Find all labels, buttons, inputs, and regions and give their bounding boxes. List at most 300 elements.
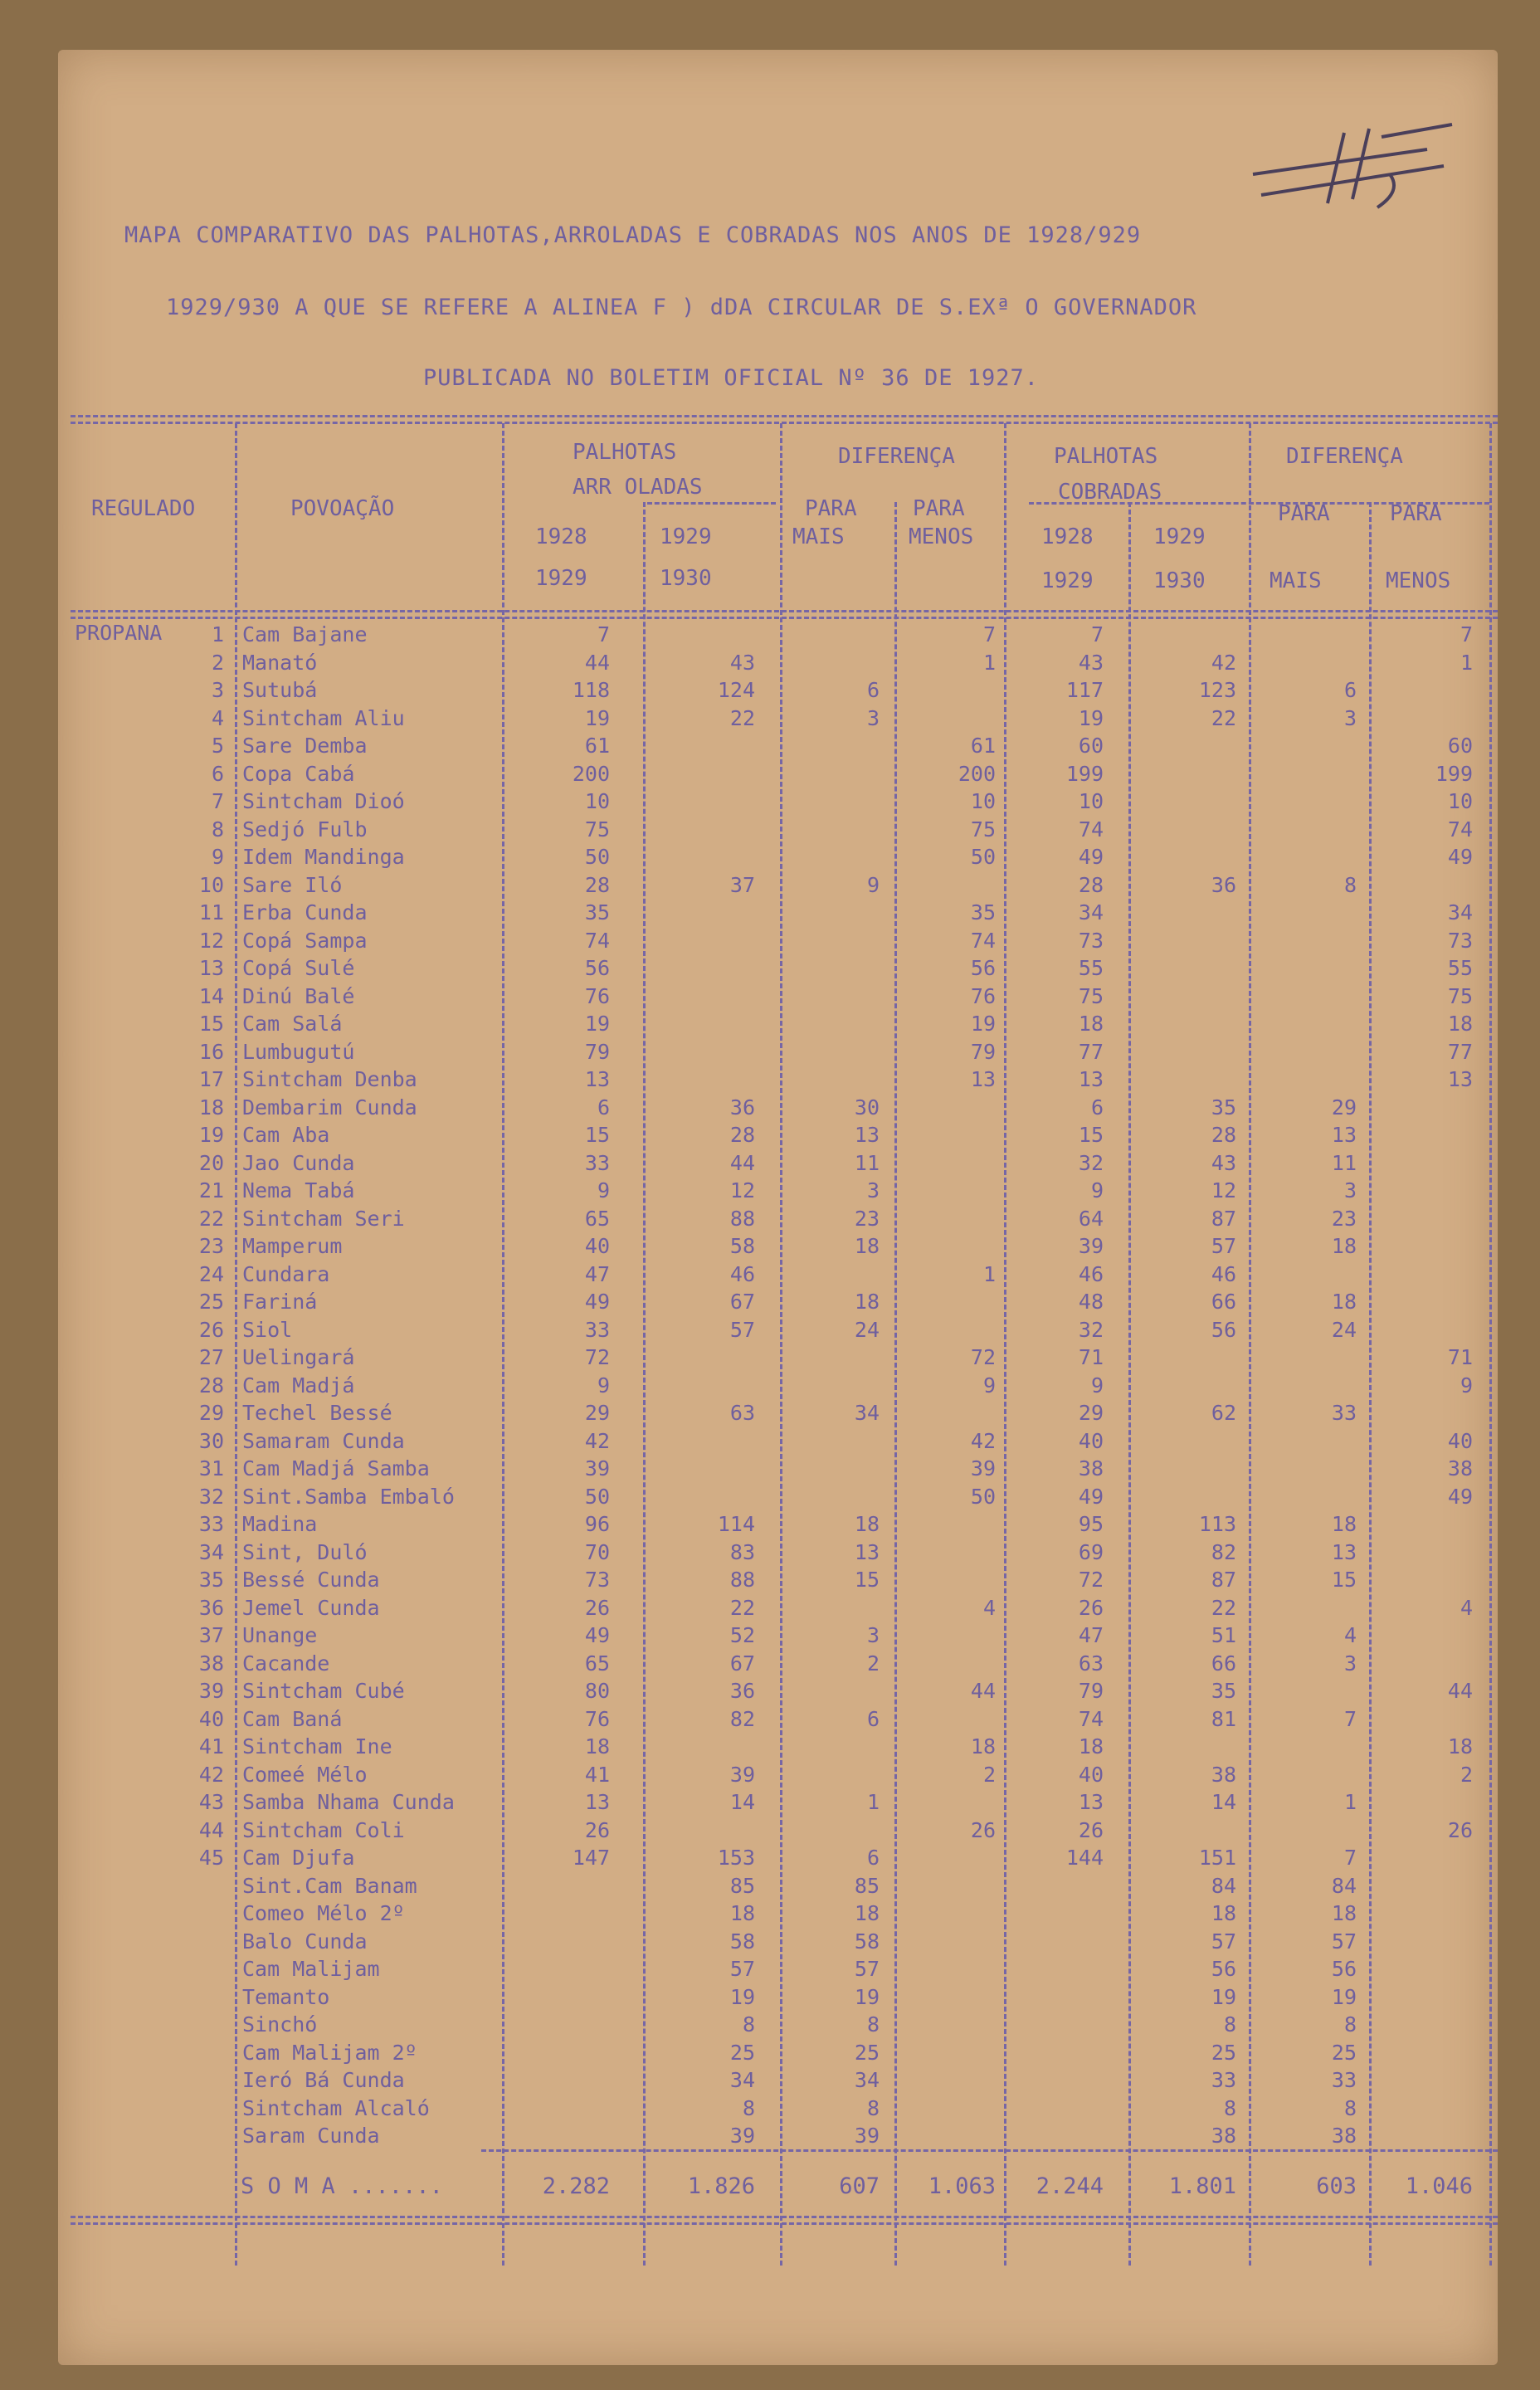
cob-mais: 7 (1343, 1846, 1357, 1870)
cob-mais: 25 (1331, 2040, 1357, 2065)
arr-menos: 75 (970, 817, 996, 841)
cob-1928: 13 (1078, 1067, 1104, 1091)
povoacao: Sare Demba (242, 734, 368, 758)
arr-menos: 72 (970, 1345, 996, 1369)
arr-1928: 49 (584, 1623, 610, 1647)
cob-1928: 72 (1078, 1568, 1104, 1592)
table-row (0, 1539, 1540, 1566)
cob-1928: 29 (1078, 1401, 1104, 1425)
cob-menos: 26 (1447, 1817, 1473, 1842)
povoacao: Sintcham Dioó (242, 789, 405, 813)
table-top-rule-2 (71, 422, 1498, 424)
cob-mais: 3 (1343, 1178, 1357, 1202)
cob-1928: 10 (1078, 789, 1104, 813)
table-row (0, 1344, 1540, 1371)
cob-mais: 57 (1331, 1929, 1357, 1953)
table-row (0, 1928, 1540, 1955)
cob-1929: 62 (1211, 1401, 1236, 1425)
row-number: 9 (211, 845, 224, 869)
arr-1929: 25 (729, 2040, 755, 2065)
povoacao: Copá Sampa (242, 928, 368, 953)
povoacao: Unange (242, 1623, 318, 1647)
header-1929-c: 1929 (1041, 568, 1094, 593)
povoacao: Sintcham Seri (242, 1206, 405, 1231)
signature-scribble (1245, 116, 1460, 216)
row-number: 7 (211, 789, 224, 813)
arr-1928: 7 (597, 622, 610, 646)
table-row (0, 1372, 1540, 1399)
table-row (0, 705, 1540, 732)
arr-1928: 42 (584, 1428, 610, 1453)
cob-menos: 38 (1447, 1456, 1473, 1480)
arr-1928: 13 (584, 1790, 610, 1814)
row-number: 3 (211, 678, 224, 702)
cob-1928: 40 (1078, 1428, 1104, 1453)
arr-1929: 37 (729, 872, 755, 897)
table-row (0, 1650, 1540, 1677)
table-row (0, 1149, 1540, 1177)
cob-1928: 7 (1090, 622, 1104, 646)
cob-mais: 4 (1343, 1623, 1357, 1647)
arr-menos: 56 (970, 956, 996, 980)
cob-1928: 18 (1078, 1734, 1104, 1758)
cob-menos: 199 (1435, 761, 1473, 786)
table-row (0, 2039, 1540, 2066)
cob-mais: 84 (1331, 1873, 1357, 1898)
cob-menos: 73 (1447, 928, 1473, 953)
arr-mais: 57 (854, 1957, 880, 1981)
arr-1929: 82 (729, 1706, 755, 1731)
cob-1929: 35 (1211, 1679, 1236, 1703)
povoacao: Mamperum (242, 1234, 343, 1258)
arr-1929: 124 (717, 678, 755, 702)
povoacao: Cam Salá (242, 1012, 343, 1036)
cob-1929: 36 (1211, 872, 1236, 897)
arr-menos: 42 (970, 1428, 996, 1453)
arr-1929: 36 (729, 1679, 755, 1703)
row-number: 19 (198, 1123, 224, 1147)
title-line-2: 1929/930 A QUE SE REFERE A ALINEA F ) dDA CIRCULAR DE S.EXª O GOVERNADOR (166, 295, 1197, 320)
total-arr-1929: 1.826 (687, 2173, 755, 2199)
cob-1928: 34 (1078, 900, 1104, 924)
povoacao: Cam Djufa (242, 1846, 355, 1870)
arr-1929: 83 (729, 1539, 755, 1564)
cob-1929: 113 (1198, 1512, 1236, 1536)
arr-1928: 41 (584, 1762, 610, 1787)
row-number: 44 (198, 1817, 224, 1842)
cob-1929: 56 (1211, 1317, 1236, 1342)
table-row (0, 1121, 1540, 1149)
cob-mais: 7 (1343, 1706, 1357, 1731)
povoacao: Sint.Samba Embaló (242, 1484, 455, 1509)
arr-menos: 79 (970, 1039, 996, 1064)
povoacao: Sutubá (242, 678, 318, 702)
arr-1928: 26 (584, 1817, 610, 1842)
arr-mais: 19 (854, 1984, 880, 2009)
cob-1929: 46 (1211, 1261, 1236, 1286)
table-row (0, 788, 1540, 815)
povoacao: Copa Cabá (242, 761, 355, 786)
povoacao: Cam Malijam 2º (242, 2040, 417, 2065)
povoacao: Jemel Cunda (242, 1595, 380, 1620)
row-number: 23 (198, 1234, 224, 1258)
cob-1929: 38 (1211, 2124, 1236, 2148)
arr-mais: 18 (854, 1290, 880, 1314)
arr-mais: 1 (866, 1790, 880, 1814)
cob-menos: 71 (1447, 1345, 1473, 1369)
arr-1929: 57 (729, 1957, 755, 1981)
row-number: 15 (198, 1012, 224, 1036)
header-bottom-rule-2 (71, 617, 1498, 619)
row-number: 4 (211, 705, 224, 730)
arr-menos: 50 (970, 845, 996, 869)
cob-menos: 18 (1447, 1012, 1473, 1036)
arr-1928: 19 (584, 1012, 610, 1036)
cob-1929: 66 (1211, 1290, 1236, 1314)
arr-mais: 8 (866, 2095, 880, 2120)
cob-1928: 63 (1078, 1651, 1104, 1675)
arr-mais: 11 (854, 1150, 880, 1175)
povoacao: Cam Bajane (242, 622, 368, 646)
cob-1928: 49 (1078, 845, 1104, 869)
cob-1929: 57 (1211, 1234, 1236, 1258)
povoacao: Cam Madjá Samba (242, 1456, 430, 1480)
povoacao: Cam Madjá (242, 1373, 355, 1397)
povoacao: Nema Tabá (242, 1178, 355, 1202)
row-number: 8 (211, 817, 224, 841)
cob-1928: 79 (1078, 1679, 1104, 1703)
header-1928-c: 1928 (1041, 524, 1094, 549)
cob-1928: 26 (1078, 1817, 1104, 1842)
povoacao: Cundara (242, 1261, 330, 1286)
arr-1929: 22 (729, 705, 755, 730)
cob-1928: 55 (1078, 956, 1104, 980)
row-number: 28 (198, 1373, 224, 1397)
povoacao: Manató (242, 650, 318, 675)
cob-mais: 18 (1331, 1234, 1357, 1258)
cob-mais: 23 (1331, 1206, 1357, 1231)
arr-1928: 39 (584, 1456, 610, 1480)
arr-1928: 15 (584, 1123, 610, 1147)
cob-mais: 8 (1343, 2095, 1357, 2120)
cob-1928: 144 (1065, 1846, 1104, 1870)
table-row (0, 1566, 1540, 1593)
cob-menos: 44 (1447, 1679, 1473, 1703)
arr-1928: 50 (584, 845, 610, 869)
arr-1929: 88 (729, 1568, 755, 1592)
arr-mais: 34 (854, 2068, 880, 2092)
arr-1928: 40 (584, 1234, 610, 1258)
header-palhotas-arr: PALHOTAS (573, 440, 677, 465)
povoacao: Samaram Cunda (242, 1428, 405, 1453)
arr-mais: 18 (854, 1901, 880, 1925)
table-row (0, 1094, 1540, 1121)
cob-1928: 60 (1078, 734, 1104, 758)
header-cobradas: COBRADAS (1058, 480, 1162, 505)
cob-1929: 22 (1211, 1595, 1236, 1620)
arr-1929: 8 (742, 2012, 755, 2036)
arr-menos: 13 (970, 1067, 996, 1091)
cob-mais: 1 (1343, 1790, 1357, 1814)
table-row (0, 1594, 1540, 1622)
arr-1928: 73 (584, 1568, 610, 1592)
row-number: 27 (198, 1345, 224, 1369)
arr-menos: 200 (958, 761, 996, 786)
arr-1928: 9 (597, 1178, 610, 1202)
arr-menos: 74 (970, 928, 996, 953)
povoacao: Cam Baná (242, 1706, 343, 1731)
arr-1929: 67 (729, 1651, 755, 1675)
povoacao: Dinú Balé (242, 983, 355, 1008)
arr-menos: 18 (970, 1734, 996, 1758)
povoacao: Bessé Cunda (242, 1568, 380, 1592)
row-number: 31 (198, 1456, 224, 1480)
arr-mais: 6 (866, 678, 880, 702)
row-number: 24 (198, 1261, 224, 1286)
row-number: 25 (198, 1290, 224, 1314)
arr-mais: 85 (854, 1873, 880, 1898)
row-number: 18 (198, 1095, 224, 1119)
row-number: 34 (198, 1539, 224, 1564)
arr-mais: 24 (854, 1317, 880, 1342)
povoacao: Lumbugutú (242, 1039, 355, 1064)
cob-mais: 24 (1331, 1317, 1357, 1342)
cob-1929: 66 (1211, 1651, 1236, 1675)
row-number: 13 (198, 956, 224, 980)
cob-menos: 1 (1460, 650, 1473, 675)
total-top-rule (481, 2149, 1498, 2152)
cob-1928: 13 (1078, 1790, 1104, 1814)
cob-1928: 49 (1078, 1484, 1104, 1509)
arr-mais: 13 (854, 1539, 880, 1564)
header-1929-b: 1929 (660, 524, 712, 549)
arr-1928: 44 (584, 650, 610, 675)
table-row (0, 927, 1540, 954)
cob-mais: 19 (1331, 1984, 1357, 2009)
arr-1929: 52 (729, 1623, 755, 1647)
cob-1929: 151 (1198, 1846, 1236, 1870)
arr-mais: 2 (866, 1651, 880, 1675)
povoacao: Sedjó Fulb (242, 817, 368, 841)
arr-1929: 34 (729, 2068, 755, 2092)
arr-1928: 80 (584, 1679, 610, 1703)
povoacao: Sintcham Coli (242, 1817, 405, 1842)
table-row (0, 1316, 1540, 1344)
table-bottom-rule (71, 2216, 1498, 2218)
arr-1928: 72 (584, 1345, 610, 1369)
arr-menos: 39 (970, 1456, 996, 1480)
year-subrule-1 (647, 502, 776, 505)
cob-1929: 18 (1211, 1901, 1236, 1925)
table-row (0, 1455, 1540, 1482)
cob-menos: 10 (1447, 789, 1473, 813)
table-row (0, 843, 1540, 871)
header-1929-a: 1929 (535, 566, 587, 591)
cob-mais: 8 (1343, 872, 1357, 897)
arr-1928: 200 (572, 761, 610, 786)
cob-mais: 29 (1331, 1095, 1357, 1119)
row-number: 16 (198, 1039, 224, 1064)
cob-menos: 49 (1447, 1484, 1473, 1509)
povoacao: Uelingará (242, 1345, 355, 1369)
arr-mais: 34 (854, 1401, 880, 1425)
header-regulado: REGULADO (91, 496, 196, 521)
table-row (0, 621, 1540, 648)
arr-mais: 13 (854, 1123, 880, 1147)
table-top-rule (71, 415, 1498, 417)
povoacao: Fariná (242, 1290, 318, 1314)
povoacao: Sintcham Aliu (242, 705, 405, 730)
arr-1928: 29 (584, 1401, 610, 1425)
total-cob-menos: 1.046 (1405, 2173, 1473, 2199)
arr-menos: 1 (982, 1261, 996, 1286)
cob-1929: 87 (1211, 1206, 1236, 1231)
cob-mais: 15 (1331, 1568, 1357, 1592)
cob-mais: 33 (1331, 1401, 1357, 1425)
arr-1928: 118 (572, 678, 610, 702)
table-row (0, 1844, 1540, 1871)
table-row (0, 1066, 1540, 1093)
row-number: 30 (198, 1428, 224, 1453)
header-1929-d: 1929 (1153, 524, 1206, 549)
arr-1928: 33 (584, 1317, 610, 1342)
table-row (0, 1232, 1540, 1260)
arr-mais: 3 (866, 705, 880, 730)
table-row (0, 899, 1540, 926)
arr-mais: 23 (854, 1206, 880, 1231)
cob-menos: 55 (1447, 956, 1473, 980)
cob-1928: 18 (1078, 1012, 1104, 1036)
arr-1928: 79 (584, 1039, 610, 1064)
povoacao: Techel Bessé (242, 1401, 392, 1425)
header-diferenca-2: DIFERENÇA (1286, 444, 1403, 469)
arr-1929: 8 (742, 2095, 755, 2120)
header-para-3: PARA (1278, 501, 1330, 526)
table-row (0, 1983, 1540, 2011)
cob-1929: 56 (1211, 1957, 1236, 1981)
arr-1928: 28 (584, 872, 610, 897)
cob-menos: 7 (1460, 622, 1473, 646)
header-diferenca-1: DIFERENÇA (838, 444, 955, 469)
cob-1928: 117 (1065, 678, 1104, 702)
table-row (0, 1261, 1540, 1288)
arr-menos: 19 (970, 1012, 996, 1036)
arr-1928: 75 (584, 817, 610, 841)
total-cob-mais: 603 (1316, 2173, 1357, 2199)
arr-menos: 2 (982, 1762, 996, 1787)
cob-1929: 33 (1211, 2068, 1236, 2092)
cob-menos: 60 (1447, 734, 1473, 758)
cob-menos: 4 (1460, 1595, 1473, 1620)
povoacao: Sintcham Cubé (242, 1679, 405, 1703)
cob-mais: 18 (1331, 1290, 1357, 1314)
cob-1928: 64 (1078, 1206, 1104, 1231)
table-row (0, 676, 1540, 704)
header-mais-2: MAIS (1270, 568, 1322, 593)
arr-mais: 30 (854, 1095, 880, 1119)
cob-1928: 43 (1078, 650, 1104, 675)
cob-1928: 46 (1078, 1261, 1104, 1286)
povoacao: Erba Cunda (242, 900, 368, 924)
arr-menos: 9 (982, 1373, 996, 1397)
povoacao: Ieró Bá Cunda (242, 2068, 405, 2092)
arr-1928: 76 (584, 983, 610, 1008)
table-row (0, 1038, 1540, 1066)
header-arroladas: ARR OLADAS (573, 475, 703, 500)
cob-1929: 57 (1211, 1929, 1236, 1953)
table-row (0, 1900, 1540, 1927)
arr-1928: 26 (584, 1595, 610, 1620)
cob-1928: 15 (1078, 1123, 1104, 1147)
arr-1928: 56 (584, 956, 610, 980)
row-number: 42 (198, 1762, 224, 1787)
cob-1929: 84 (1211, 1873, 1236, 1898)
arr-1928: 6 (597, 1095, 610, 1119)
cob-mais: 6 (1343, 678, 1357, 702)
povoacao: Sinchó (242, 2012, 318, 2036)
cob-mais: 13 (1331, 1123, 1357, 1147)
arr-mais: 3 (866, 1623, 880, 1647)
cob-mais: 56 (1331, 1957, 1357, 1981)
cob-menos: 75 (1447, 983, 1473, 1008)
arr-1929: 57 (729, 1317, 755, 1342)
arr-1928: 33 (584, 1150, 610, 1175)
povoacao: Cacande (242, 1651, 330, 1675)
cob-menos: 18 (1447, 1734, 1473, 1758)
header-para-2: PARA (913, 496, 965, 521)
povoacao: Siol (242, 1317, 293, 1342)
row-number: 35 (198, 1568, 224, 1592)
row-number: 14 (198, 983, 224, 1008)
cob-1928: 73 (1078, 928, 1104, 953)
cob-mais: 11 (1331, 1150, 1357, 1175)
table-row (0, 1788, 1540, 1816)
table-row (0, 2066, 1540, 2094)
arr-1928: 9 (597, 1373, 610, 1397)
arr-1928: 96 (584, 1512, 610, 1536)
arr-menos: 7 (982, 622, 996, 646)
row-number: 5 (211, 734, 224, 758)
row-number: 39 (198, 1679, 224, 1703)
arr-1928: 13 (584, 1067, 610, 1091)
table-row (0, 983, 1540, 1010)
cob-menos: 49 (1447, 845, 1473, 869)
cob-1928: 19 (1078, 705, 1104, 730)
povoacao: Balo Cunda (242, 1929, 368, 1953)
row-number: 22 (198, 1206, 224, 1231)
row-number: 45 (198, 1846, 224, 1870)
table-row (0, 1872, 1540, 1900)
cob-1929: 28 (1211, 1123, 1236, 1147)
cob-mais: 33 (1331, 2068, 1357, 2092)
cob-1928: 69 (1078, 1539, 1104, 1564)
header-para-4: PARA (1390, 501, 1442, 526)
povoacao: Sare Iló (242, 872, 343, 897)
arr-1929: 85 (729, 1873, 755, 1898)
table-row (0, 1483, 1540, 1510)
arr-1929: 14 (729, 1790, 755, 1814)
table-row (0, 649, 1540, 676)
arr-menos: 4 (982, 1595, 996, 1620)
cob-mais: 8 (1343, 2012, 1357, 2036)
title-line-1: MAPA COMPARATIVO DAS PALHOTAS,ARROLADAS E COBRADAS NOS ANOS DE 1928/929 (124, 222, 1142, 248)
arr-1929: 114 (717, 1512, 755, 1536)
header-para-1: PARA (805, 496, 857, 521)
table-row (0, 2095, 1540, 2122)
cob-menos: 34 (1447, 900, 1473, 924)
povoacao: Sint, Duló (242, 1539, 368, 1564)
header-menos-2: MENOS (1386, 568, 1451, 593)
